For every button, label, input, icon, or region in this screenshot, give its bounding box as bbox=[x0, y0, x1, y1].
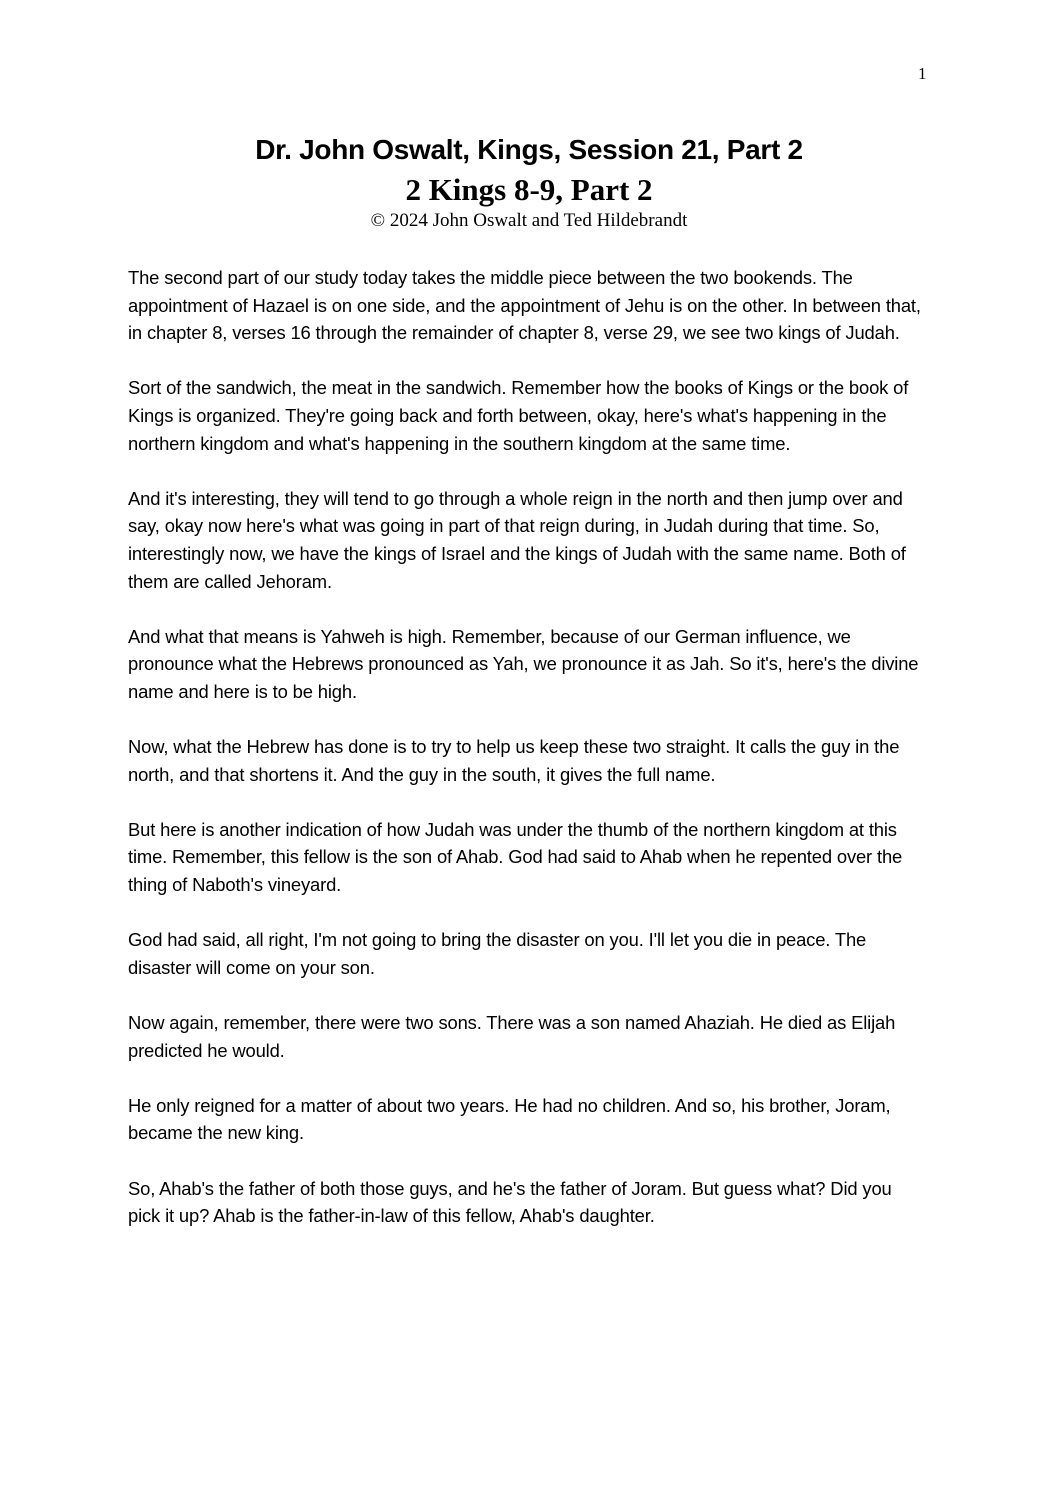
paragraph: And it's interesting, they will tend to go through a whole reign in the north and then jump over and say, okay now here's what was going in part of that reign during, in Judah during that time. So, interestingly now, we have the kings of Israel and the kings of Judah with the same name. Both of them are called Jehoram. bbox=[128, 487, 906, 592]
paragraph: Now, what the Hebrew has done is to try to help us keep these two straight. It calls the guy in the north, and that shortens it. And the guy in the south, it gives the full name. bbox=[128, 736, 900, 785]
page-number: 1 bbox=[918, 64, 927, 83]
paragraph: He only reigned for a matter of about two years. He had no children. And so, his brother, Joram, became the new king. bbox=[128, 1094, 891, 1144]
paragraph: And what that means is Yahweh is high. Remember, because of our German influence, we pronounce what the Hebrews pronounced as Yah, we pronounce it as Jah. So it's, here's the divine name and here is to be high. bbox=[128, 625, 919, 702]
document-title: Dr. John Oswalt, Kings, Session 21, Part 2 bbox=[255, 134, 803, 165]
transcript-body bbox=[128, 264, 928, 1257]
document-subtitle: 2 Kings 8-9, Part 2 bbox=[405, 172, 653, 207]
paragraph: Sort of the sandwich, the meat in the sandwich. Remember how the books of Kings or the book of Kings is organized. They're going back and forth between, okay, here's what's happening in the northern kingdom and what's happening in the southern kingdom at the same time. bbox=[128, 377, 909, 454]
title-block bbox=[0, 130, 1058, 232]
copyright-notice: © 2024 John Oswalt and Ted Hildebrandt bbox=[370, 210, 688, 231]
paragraph: So, Ahab's the father of both those guys, and he's the father of Joram. But guess what? Did you pick it up? Ahab is the father-in-law of this fellow, Ahab's daughter. bbox=[128, 1177, 892, 1227]
paragraph: But here is another indication of how Judah was under the thumb of the northern kingdom at this time. Remember, this fellow is the son of Ahab. God had said to Ahab when he repented over the thing of Naboth's vineyard. bbox=[128, 818, 903, 896]
paragraph: God had said, all right, I'm not going to bring the disaster on you. I'll let you die in peace. The disaster will come on your son. bbox=[128, 929, 867, 978]
paragraph: Now again, remember, there were two sons. There was a son named Ahaziah. He died as Elijah predicted he would. bbox=[128, 1012, 896, 1061]
paragraph: The second part of our study today takes the middle piece between the two bookends. The appointment of Hazael is on one side, and the appointment of Jehu is on the other. In between that, in chapter 8, verses 16 through the remainder of chapter 8, verse 29, we see two kings of Judah. bbox=[128, 267, 921, 344]
